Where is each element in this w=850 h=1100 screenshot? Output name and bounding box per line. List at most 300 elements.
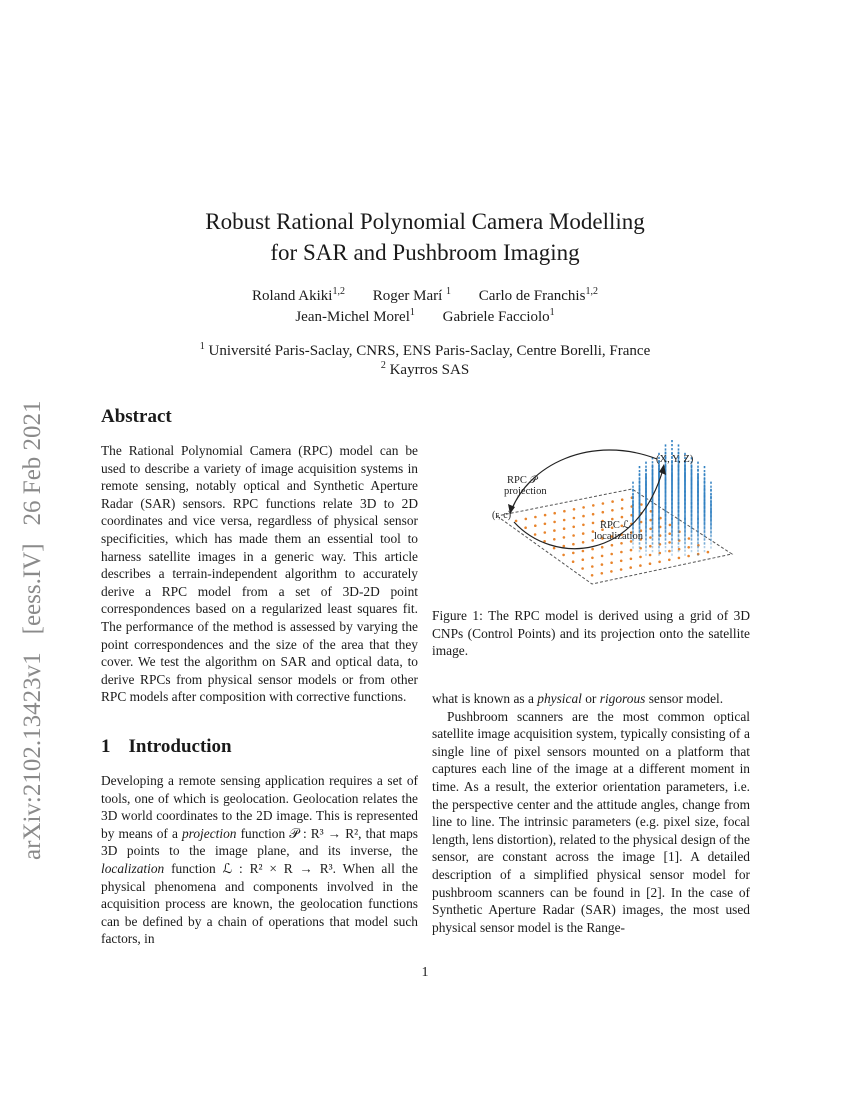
grid-point	[649, 519, 652, 522]
grid-point	[639, 564, 642, 567]
arxiv-id: arXiv:2102.13423v1	[19, 652, 46, 860]
cloud-point	[665, 476, 667, 478]
cloud-point	[710, 546, 712, 548]
cloud-point	[710, 530, 712, 532]
grid-point	[611, 509, 614, 512]
grid-point	[553, 547, 556, 550]
cloud-point	[665, 444, 667, 446]
cloud-point	[684, 490, 686, 492]
cloud-point	[658, 554, 660, 556]
grid-point	[534, 533, 537, 536]
cloud-point	[632, 526, 634, 528]
cloud-point	[684, 546, 686, 548]
figure-1	[432, 404, 750, 594]
cloud-point	[691, 476, 693, 478]
cloud-point	[652, 526, 654, 528]
grid-point	[573, 508, 576, 511]
cloud-point	[652, 542, 654, 544]
author: Jean-Michel Morel$^1$	[295, 307, 415, 325]
grid-point	[629, 566, 632, 569]
grid-point	[563, 527, 566, 530]
cloud-point	[639, 522, 641, 524]
cloud-point	[678, 522, 680, 524]
grid-point	[640, 503, 643, 506]
cloud-point	[697, 546, 699, 548]
cloud-point	[697, 510, 699, 512]
cloud-point	[671, 502, 673, 504]
cloud-point	[684, 502, 686, 504]
cloud-point	[697, 542, 699, 544]
cloud-point	[678, 476, 680, 478]
cloud-point	[691, 491, 693, 493]
cloud-point	[658, 475, 660, 477]
right-paragraph-1: Pushbroom scanners are the most common optical satellite image acquisition system, typically consisting of a single line of pixel sensors mounted on a platform that captures each line of the image at a different moment in time. As a result, the exterior orientation parameters, i.e. the perspective center and the attitude angles, change from line to line. The intrinsic parameters (e.g. pixel size, focal length, lens distortion), related to the physical design of the sensor, are constant across the image [1]. A detailed description of a simplified physical sensor model for pushbroom scanners can be found in [2]. In the case of Synthetic Aperture Radar (SAR) images, the most used physical sensor model is the Range-	[432, 708, 750, 935]
grid-point	[649, 554, 652, 557]
cloud-point	[645, 522, 647, 524]
grid-point	[620, 568, 623, 571]
cloud-point	[704, 522, 706, 524]
cloud-point	[639, 526, 641, 528]
cloud-point	[697, 530, 699, 532]
cloud-point	[691, 522, 693, 524]
cloud-point	[632, 493, 634, 495]
grid-point	[553, 521, 556, 524]
cloud-point	[691, 510, 693, 512]
cloud-point	[665, 538, 667, 540]
grid-point	[649, 562, 652, 565]
cloud-point	[665, 530, 667, 532]
cloud-point	[697, 480, 699, 482]
cloud-point	[658, 518, 660, 520]
cloud-point	[671, 518, 673, 520]
localization-label-1: RPC ℒ	[600, 520, 631, 531]
cloud-point	[652, 472, 654, 474]
cloud-point	[639, 506, 641, 508]
cloud-point	[671, 538, 673, 540]
cloud-point	[704, 477, 706, 479]
grid-point	[534, 516, 537, 519]
cloud-point	[665, 448, 667, 450]
cloud-point	[652, 510, 654, 512]
arxiv-category: [eess.IV]	[19, 543, 46, 635]
grid-point	[572, 543, 575, 546]
cloud-point	[639, 518, 641, 520]
cloud-point	[632, 486, 634, 488]
cloud-point	[645, 538, 647, 540]
cloud-point	[658, 534, 660, 536]
grid-point	[591, 574, 594, 577]
cloud-point	[697, 487, 699, 489]
cloud-point	[639, 473, 641, 475]
grid-point	[562, 554, 565, 557]
cloud-point	[684, 510, 686, 512]
cloud-point	[645, 490, 647, 492]
cloud-point	[652, 514, 654, 516]
grid-point	[582, 524, 585, 527]
cloud-point	[704, 550, 706, 552]
cloud-point	[678, 479, 680, 481]
arxiv-date: 26 Feb 2021	[19, 400, 46, 526]
cloud-point	[697, 498, 699, 500]
cloud-point	[684, 518, 686, 520]
grid-point	[621, 498, 624, 501]
grid-point	[592, 513, 595, 516]
introduction-heading: 1 Introduction	[101, 736, 232, 757]
cloud-point	[658, 502, 660, 504]
cloud-point	[678, 472, 680, 474]
cloud-point	[678, 468, 680, 470]
cloud-point	[652, 461, 654, 463]
cloud-point	[671, 514, 673, 516]
cloud-point	[665, 526, 667, 528]
cloud-point	[684, 550, 686, 552]
cloud-point	[697, 538, 699, 540]
cloud-point	[665, 502, 667, 504]
cloud-point	[671, 471, 673, 473]
cloud-point	[645, 483, 647, 485]
right-column-text	[432, 690, 750, 936]
cloud-point	[639, 510, 641, 512]
cloud-point	[652, 491, 654, 493]
right-paragraph-0: what is known as a physical or rigorous sensor model.	[432, 691, 724, 706]
cloud-point	[691, 546, 693, 548]
cloud-point	[678, 502, 680, 504]
cloud-point	[697, 526, 699, 528]
cloud-point	[691, 468, 693, 470]
grid-point	[621, 516, 624, 519]
cloud-point	[671, 483, 673, 485]
cloud-point	[691, 479, 693, 481]
cloud-point	[710, 500, 712, 502]
cloud-point	[710, 482, 712, 484]
introduction-section	[101, 736, 418, 948]
author: Carlo de Franchis$^{1,2}$	[478, 286, 598, 304]
cloud-point	[671, 494, 673, 496]
grid-point	[610, 570, 613, 573]
cloud-point	[697, 494, 699, 496]
cloud-point	[704, 470, 706, 472]
cloud-point	[665, 491, 667, 493]
cloud-point	[691, 518, 693, 520]
paper-title	[0, 206, 850, 268]
cloud-point	[652, 502, 654, 504]
localization-label-2: localization	[594, 531, 643, 542]
cloud-point	[639, 542, 641, 544]
grid-point	[582, 558, 585, 561]
cloud-point	[704, 526, 706, 528]
cloud-point	[665, 483, 667, 485]
cloud-point	[658, 514, 660, 516]
cloud-point	[658, 510, 660, 512]
grid-point	[639, 556, 642, 559]
cloud-point	[652, 464, 654, 466]
cloud-point	[684, 542, 686, 544]
cloud-point	[678, 542, 680, 544]
cloud-point	[704, 510, 706, 512]
grid-point	[582, 515, 585, 518]
cloud-point	[678, 546, 680, 548]
cloud-point	[639, 466, 641, 468]
cloud-point	[652, 506, 654, 508]
cloud-point	[671, 546, 673, 548]
author: Roger Marí $^1$	[372, 286, 452, 304]
cloud-point	[691, 526, 693, 528]
cloud-point	[704, 502, 706, 504]
cloud-point	[645, 487, 647, 489]
cloud-point	[684, 475, 686, 477]
cloud-point	[639, 477, 641, 479]
cloud-point	[652, 518, 654, 520]
cloud-point	[710, 496, 712, 498]
cloud-point	[678, 448, 680, 450]
affiliation-1: $^1$ Université Paris-Saclay, CNRS, ENS Paris-Saclay, Centre Borelli, France	[199, 341, 651, 359]
cloud-point	[652, 530, 654, 532]
cloud-point	[684, 471, 686, 473]
cloud-point	[678, 483, 680, 485]
cloud-point	[645, 510, 647, 512]
title-line-2: for SAR and Pushbroom Imaging	[270, 240, 580, 265]
grid-point	[524, 526, 527, 529]
cloud-point	[671, 522, 673, 524]
cloud-point	[697, 476, 699, 478]
cloud-point	[665, 479, 667, 481]
rpc-diagram	[432, 404, 750, 594]
cloud-point	[697, 534, 699, 536]
abstract-section	[101, 406, 418, 706]
cloud-point	[658, 498, 660, 500]
grid-point	[602, 502, 605, 505]
cloud-point	[710, 493, 712, 495]
cloud-point	[658, 538, 660, 540]
cloud-point	[645, 542, 647, 544]
cloud-point	[704, 514, 706, 516]
cloud-point	[671, 490, 673, 492]
cloud-point	[645, 466, 647, 468]
cloud-point	[632, 507, 634, 509]
cloud-point	[704, 466, 706, 468]
cloud-point	[691, 534, 693, 536]
cloud-point	[710, 507, 712, 509]
cloud-point	[684, 467, 686, 469]
cloud-point	[658, 522, 660, 524]
cloud-point	[658, 490, 660, 492]
grid-point	[669, 524, 672, 527]
cloud-point	[652, 522, 654, 524]
grid-point	[707, 551, 710, 554]
cloud-point	[704, 546, 706, 548]
cloud-point	[652, 487, 654, 489]
cloud-point	[645, 534, 647, 536]
cloud-point	[704, 518, 706, 520]
cloud-point	[671, 550, 673, 552]
cloud-point	[678, 487, 680, 489]
cloud-point	[658, 550, 660, 552]
grid-point	[573, 517, 576, 520]
author-row-2	[0, 307, 850, 328]
grid-point	[601, 572, 604, 575]
cloud-point	[684, 534, 686, 536]
cloud-point	[710, 538, 712, 540]
grid-point	[649, 536, 652, 539]
cloud-point	[652, 499, 654, 501]
grid-point	[591, 557, 594, 560]
cloud-point	[658, 546, 660, 548]
cloud-point	[652, 538, 654, 540]
cloud-point	[665, 546, 667, 548]
cloud-point	[652, 534, 654, 536]
cloud-point	[704, 484, 706, 486]
page-number: 1	[421, 965, 429, 980]
cloud-point	[697, 506, 699, 508]
cloud-point	[691, 550, 693, 552]
cloud-point	[710, 489, 712, 491]
grid-point	[611, 500, 614, 503]
cloud-point	[652, 546, 654, 548]
grid-point	[572, 534, 575, 537]
grid-point	[668, 559, 671, 562]
cloud-point	[710, 503, 712, 505]
cloud-point	[671, 510, 673, 512]
cloud-point	[710, 526, 712, 528]
cloud-point	[710, 522, 712, 524]
cloud-point	[691, 487, 693, 489]
grid-point	[630, 549, 633, 552]
grid-point	[688, 537, 691, 540]
rc-label: (r, c)	[492, 510, 512, 521]
grid-point	[563, 545, 566, 548]
cloud-point	[678, 444, 680, 446]
grid-point	[611, 544, 614, 547]
projection-label-2: projection	[504, 486, 547, 497]
cloud-point	[678, 538, 680, 540]
cloud-point	[710, 514, 712, 516]
grid-point	[658, 561, 661, 564]
author-row-1	[0, 286, 850, 307]
grid-point	[553, 512, 556, 515]
cloud-point	[678, 499, 680, 501]
cloud-point	[697, 514, 699, 516]
cloud-point	[658, 542, 660, 544]
grid-point	[515, 520, 518, 523]
arxiv-identifier	[15, 380, 51, 860]
cloud-point	[697, 466, 699, 468]
cloud-point	[645, 462, 647, 464]
cloud-point	[697, 502, 699, 504]
cloud-point	[645, 550, 647, 552]
cloud-point	[645, 546, 647, 548]
cloud-point	[639, 546, 641, 548]
cloud-point	[691, 483, 693, 485]
cloud-point	[665, 518, 667, 520]
grid-point	[591, 548, 594, 551]
grid-point	[525, 518, 528, 521]
cloud-point	[684, 530, 686, 532]
cloud-point	[652, 483, 654, 485]
grid-point	[544, 531, 547, 534]
cloud-point	[691, 514, 693, 516]
abstract-text: The Rational Polynomial Camera (RPC) model can be used to describe a variety of image acquisition systems in remote sensing, notably optical and Synthetic Aperture Radar (SAR) sensors. RPC functions relate 3D to 2D coordinates and vice versa, regardless of physical sensor specificities, which has made them an essential tool to harness satellite images in a generic way. This article describes a terrain-independent algorithm to accurately derive a RPC model from a set of 3D-2D point correspondences based on a regularized least squares fit. The performance of the method is assessed by varying the point correspondences and the size of the area that they cover. We test the algorithm on SAR and optical data, to derive RPCs from physical sensor models or from other RPC models after composition with corrective functions.	[101, 443, 418, 705]
cloud-point	[639, 484, 641, 486]
cloud-point	[665, 510, 667, 512]
grid-point	[572, 560, 575, 563]
cloud-point	[678, 514, 680, 516]
cloud-point	[691, 502, 693, 504]
cloud-point	[639, 492, 641, 494]
affiliation-2: $^2$ Kayrros SAS	[380, 360, 470, 378]
grid-point	[610, 553, 613, 556]
cloud-point	[704, 534, 706, 536]
author-list	[0, 286, 850, 328]
cloud-point	[671, 534, 673, 536]
cloud-point	[684, 538, 686, 540]
grid-point	[687, 555, 690, 558]
grid-point	[592, 504, 595, 507]
cloud-point	[639, 470, 641, 472]
cloud-point	[645, 498, 647, 500]
grid-point	[563, 536, 566, 539]
cloud-point	[691, 542, 693, 544]
cloud-point	[684, 514, 686, 516]
cloud-point	[697, 473, 699, 475]
cloud-point	[632, 546, 634, 548]
grid-point	[620, 560, 623, 563]
cloud-point	[697, 469, 699, 471]
cloud-point	[632, 503, 634, 505]
grid-point	[544, 523, 547, 526]
title-line-1: Robust Rational Polynomial Camera Modelling	[205, 209, 645, 234]
cloud-point	[632, 500, 634, 502]
cloud-point	[691, 530, 693, 532]
figure-caption: Figure 1: The RPC model is derived using a grid of 3D CNPs (Control Points) and its projection onto the satellite image.	[432, 608, 750, 659]
cloud-point	[658, 526, 660, 528]
cloud-point	[645, 469, 647, 471]
cloud-point	[684, 479, 686, 481]
cloud-point	[704, 473, 706, 475]
cloud-point	[678, 506, 680, 508]
cloud-point	[684, 526, 686, 528]
cloud-point	[652, 468, 654, 470]
grid-point	[602, 511, 605, 514]
cloud-point	[678, 510, 680, 512]
grid-point	[553, 529, 556, 532]
author: Roland Akiki$^{1,2}$	[252, 286, 345, 304]
cloud-point	[678, 491, 680, 493]
cloud-point	[704, 542, 706, 544]
cloud-point	[652, 476, 654, 478]
grid-point	[563, 519, 566, 522]
cloud-point	[645, 502, 647, 504]
cloud-point	[665, 550, 667, 552]
cloud-point	[658, 506, 660, 508]
cloud-point	[658, 530, 660, 532]
cloud-point	[678, 495, 680, 497]
cloud-point	[645, 480, 647, 482]
cloud-point	[645, 530, 647, 532]
grid-point	[621, 507, 624, 510]
cloud-point	[658, 494, 660, 496]
cloud-point	[639, 550, 641, 552]
cloud-point	[697, 550, 699, 552]
cloud-point	[671, 487, 673, 489]
grid-point	[649, 528, 652, 531]
cloud-point	[691, 495, 693, 497]
cloud-point	[671, 444, 673, 446]
grid-point	[620, 542, 623, 545]
cloud-point	[704, 495, 706, 497]
cloud-point	[678, 534, 680, 536]
grid-point	[582, 550, 585, 553]
affiliations	[0, 342, 850, 380]
